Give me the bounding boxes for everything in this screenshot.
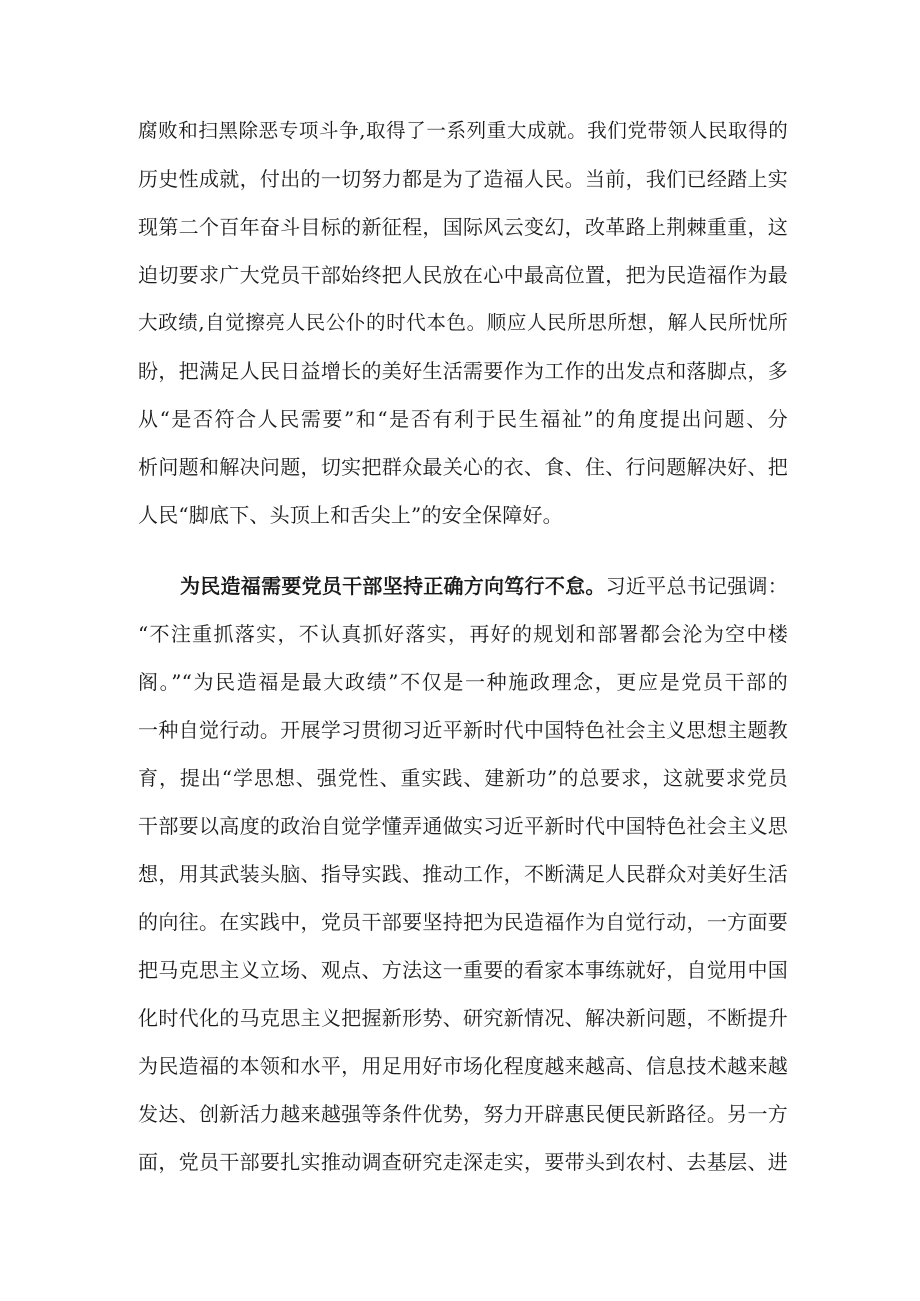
paragraph-2-line-11: 为民造福的本领和水平，用足用好市场化程度越来越高、信息技术越来越 [138,1054,788,1078]
paragraph-1-line-7: 从“是否符合人民需要”和“是否有利于民生福祉”的角度提出问题、分 [138,407,788,431]
paragraph-1-line-8: 析问题和解决问题，切实把群众最关心的衣、食、住、行问题解决好、把 [138,455,788,479]
paragraph-2-first-line-rest: 习近平总书记强调： [605,574,788,598]
paragraph-2-line-12: 发达、创新活力越来越强等条件优势，努力开辟惠民便民新路径。另一方 [138,1102,788,1126]
paragraph-2-line-10: 化时代化的马克思主义把握新形势、研究新情况、解决新问题，不断提升 [138,1006,788,1030]
paragraph-1-line-2: 历史性成就，付出的一切努力都是为了造福人民。当前，我们已经踏上实 [138,167,788,191]
paragraph-2-line-5: 育，提出“学思想、强党性、重实践、建新功”的总要求，这就要求党员 [138,766,788,790]
paragraph-1-line-5: 大政绩,自觉擦亮人民公仆的时代本色。顺应人民所思所想，解人民所忧所 [138,311,788,334]
paragraph-1-line-6: 盼，把满足人民日益增长的美好生活需要作为工作的出发点和落脚点，多 [138,359,788,383]
paragraph-1-line-1: 腐败和扫黑除恶专项斗争,取得了一系列重大成就。我们党带领人民取得的 [138,119,788,142]
paragraph-1-line-4: 迫切要求广大党员干部始终把人民放在心中最高位置，把为民造福作为最 [138,263,788,287]
paragraph-2-line-9: 把马克思主义立场、观点、方法这一重要的看家本事练就好，自觉用中国 [138,958,788,982]
paragraph-2-line-8: 的向往。在实践中，党员干部要坚持把为民造福作为自觉行动，一方面要 [138,910,788,934]
paragraph-2-line-7: 想，用其武装头脑、指导实践、推动工作，不断满足人民群众对美好生活 [138,862,788,886]
paragraph-2-line-13: 面，党员干部要扎实推动调查研究走深走实，要带头到农村、去基层、进 [138,1150,788,1174]
paragraph-2-line-4: 一种自觉行动。开展学习贯彻习近平新时代中国特色社会主义思想主题教 [138,718,788,742]
paragraph-1-line-3: 现第二个百年奋斗目标的新征程，国际风云变幻，改革路上荆棘重重，这 [138,215,788,239]
paragraph-2-line-3: 阁。”“为民造福是最大政绩”不仅是一种施政理念，更应是党员干部的 [138,670,788,694]
paragraph-1-line-9: 人民“脚底下、头顶上和舌尖上”的安全保障好。 [138,503,563,527]
paragraph-2-heading: 为民造福需要党员干部坚持正确方向笃行不怠。 [180,574,606,598]
paragraph-2-line-2: “不注重抓落实，不认真抓好落实，再好的规划和部署都会沦为空中楼 [138,622,788,646]
paragraph-2-line-6: 干部要以高度的政治自觉学懂弄通做实习近平新时代中国特色社会主义思 [138,814,788,838]
paragraph-2-first-line [180,566,788,606]
